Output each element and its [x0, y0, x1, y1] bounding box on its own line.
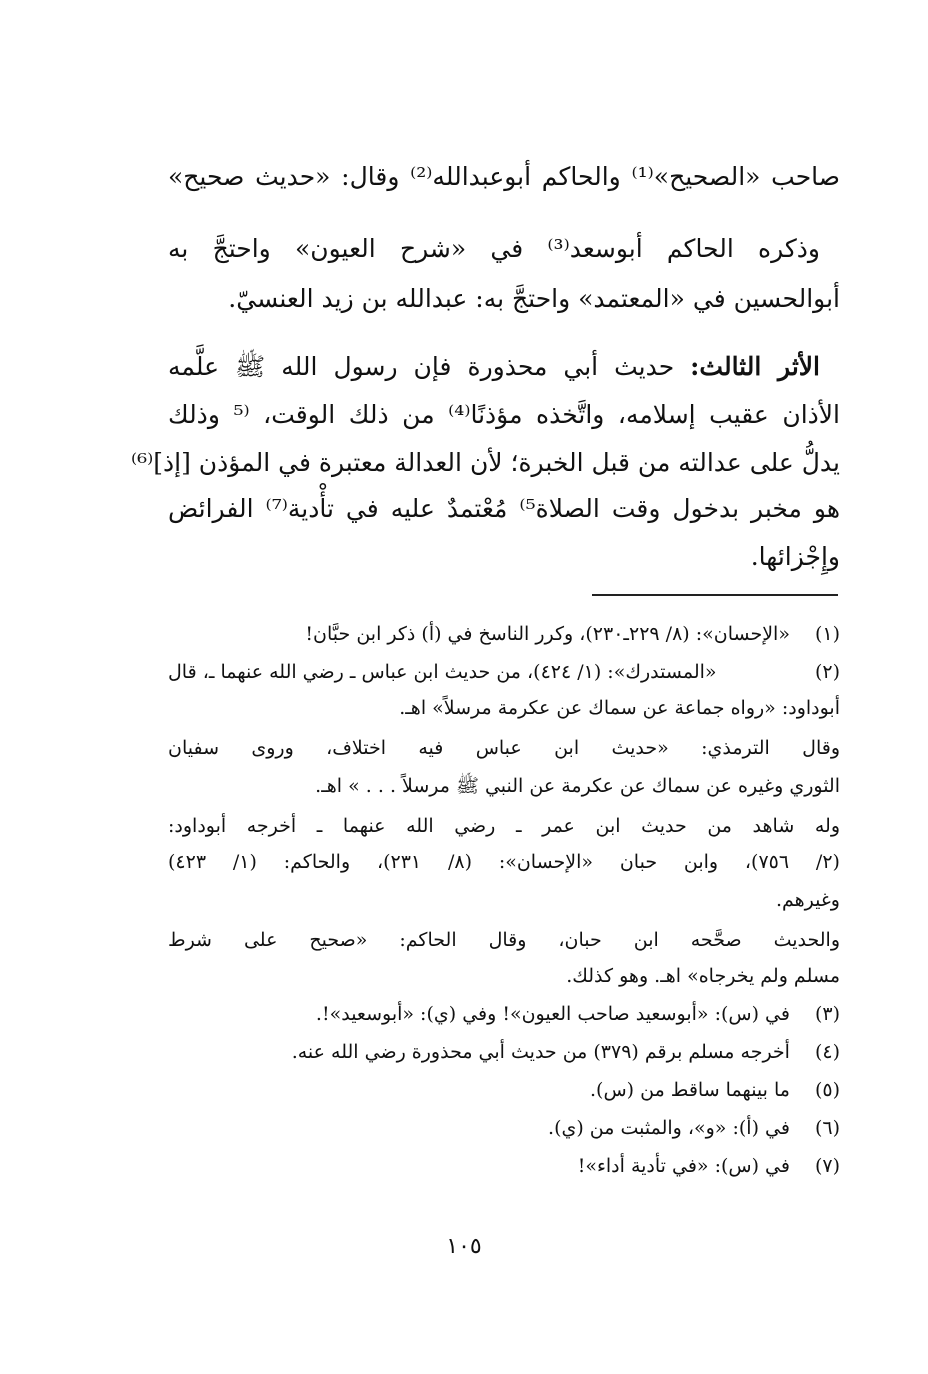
- footnote-2-line-4: الثوري وغيره عن سماك عن عكرمة عن النبي ﷺ مرسلاً . . . » اهـ.: [315, 775, 840, 797]
- footnote-5: [168, 1076, 840, 1104]
- footnote-2-line-2: أبوداود: «رواه جماعة عن سماك عن عكرمة مرسلاً» اهـ.: [399, 697, 840, 719]
- footnote-text: في (أ): «و»، والمثبت من (ي).: [548, 1117, 790, 1139]
- footnote-6: [168, 1114, 840, 1142]
- footnote-1: [168, 620, 840, 648]
- page-number: ١٠٥: [446, 1234, 482, 1259]
- main-text-line-3: أبوالحسين في «المعتمد» واحتجَّ به: عبدالله بن زيد العنسيّ.: [228, 284, 840, 313]
- footnote-number: (٧): [814, 1155, 840, 1177]
- footnote-2-line-3: وقال الترمذي: «حديث ابن عباس فيه اختلاف، وروى سفيان: [168, 737, 840, 759]
- footnote-text: في (س): «في تأدية أداء»!: [577, 1155, 790, 1177]
- footnote-4: [168, 1038, 840, 1066]
- footnote-text: ما بينهما ساقط من (س).: [590, 1079, 790, 1101]
- footnote-2-line-8: والحديث صحَّحه ابن حبان، وقال الحاكم: «صحيح على شرط: [168, 929, 840, 951]
- footnote-number: (٥): [814, 1079, 840, 1101]
- main-text-line-7: هو مخبر بدخول وقت الصلاة⁵⁾ مُعْتمدٌ عليه في تأْدية⁽⁷⁾ الفرائض: [168, 494, 841, 523]
- main-text-line-4: [168, 350, 820, 384]
- main-text-line-2: وذكره الحاكم أبوسعد⁽³⁾ في «شرح العيون» واحتجَّ به: [168, 234, 820, 263]
- footnote-3: [168, 1000, 840, 1028]
- footnote-2: [168, 658, 840, 686]
- footnote-text: «الإحسان»: (٨/ ٢٢٩ـ٢٣٠)، وكرر الناسخ في (أ) ذكر ابن حبَّان!: [305, 623, 790, 645]
- footnote-text: أخرجه مسلم برقم (٣٧٩) من حديث أبي محذورة رضي الله عنه.: [291, 1041, 790, 1063]
- main-text-line-1: صاحب «الصحيح»⁽¹⁾ والحاكم أبوعبدالله⁽²⁾ وقال: «حديث صحيح»: [168, 162, 841, 191]
- footnote-2-line-7: وغيرهم.: [775, 889, 840, 911]
- footnote-number: (١): [814, 623, 840, 645]
- footnote-2-line-9: مسلم ولم يخرجاه» اهـ. وهو كذلك.: [566, 965, 840, 987]
- footnote-number: (٦): [814, 1117, 840, 1139]
- main-text-line-6: يدلُّ على عدالته من قبل الخبرة؛ لأن العدالة معتبرة في المؤذن [إذ]⁽⁶⁾: [130, 448, 840, 477]
- footnote-number: (٣): [814, 1003, 840, 1025]
- main-text-line-4-rest: حديث أبي محذورة فإن رسول الله ﷺ علَّمه: [168, 352, 675, 381]
- main-text-line-5: الأذان عقيب إسلامه، واتَّخذه مؤذنًا⁽⁴⁾ من ذلك الوقت، ⁽⁵ وذلك: [168, 400, 840, 429]
- footnote-7: [168, 1152, 840, 1180]
- main-text-line-8: وإِجْزائها.: [750, 542, 840, 571]
- footnote-2-line-6: (٢/ ٧٥٦)، وابن حبان «الإحسان»: (٨/ ٢٣١)، والحاكم: (١/ ٤٢٣): [168, 851, 840, 873]
- footnote-text: في (س): «أبوسعيد صاحب العيون»! وفي (ي): «أبوسعيد»!.: [315, 1003, 790, 1025]
- section-heading: الأثر الثالث:: [690, 352, 820, 381]
- footnote-text: «المستدرك»: (١/ ٤٢٤)، من حديث ابن عباس ـ رضي الله عنهما ـ، قال: [168, 661, 717, 683]
- footnote-number: (٤): [814, 1041, 840, 1063]
- footnote-separator: [592, 594, 838, 596]
- footnote-2-line-5: وله شاهد من حديث ابن عمر ـ رضي الله عنهما ـ أخرجه أبوداود:: [168, 815, 840, 837]
- footnote-number: (٢): [814, 661, 840, 683]
